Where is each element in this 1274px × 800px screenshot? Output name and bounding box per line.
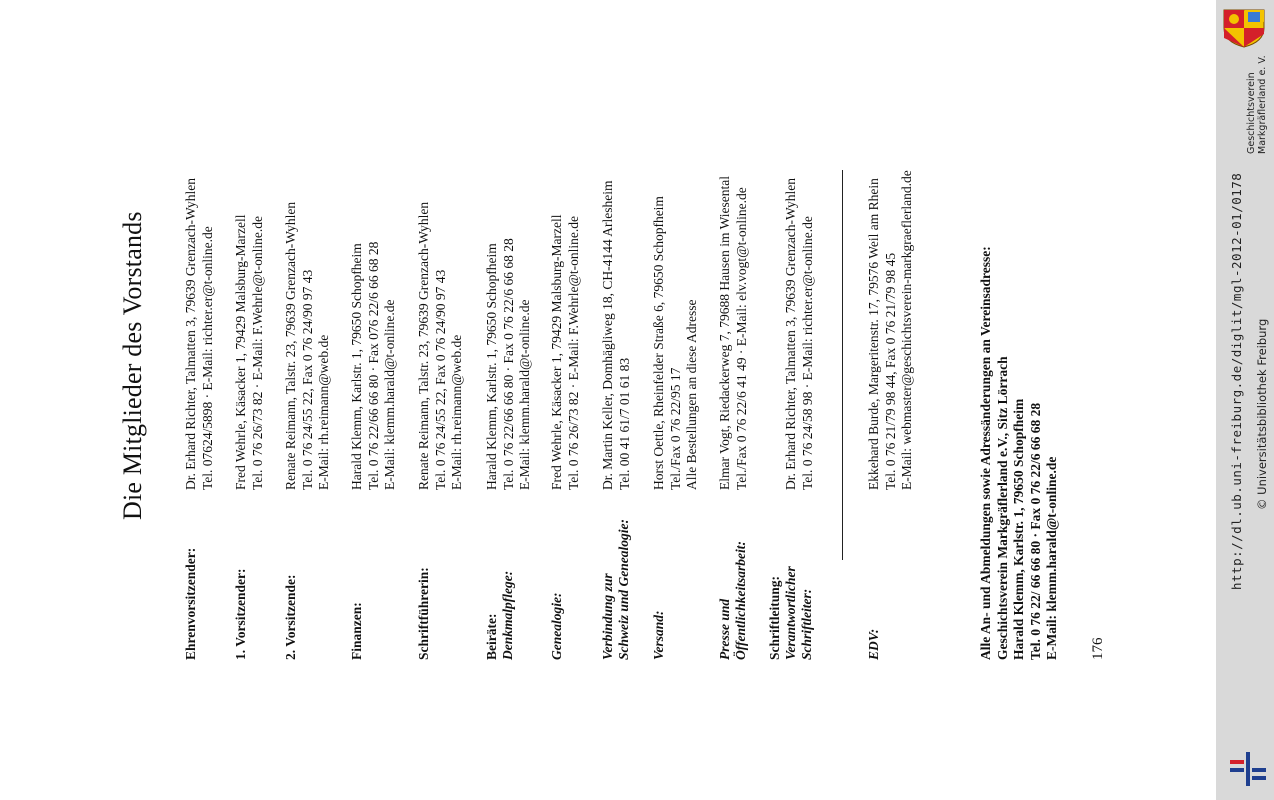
member-entry-ehrenvorsitzender: Dr. Erhard Richter, Talmatten 3, 79639 Grenzach-Wyhlen Tel. 07624/5898 · E-Mail: richter.er@t-online.de	[183, 178, 215, 490]
member-entry-finanzen: Harald Klemm, Karlstr. 1, 79650 Schopfheim Tel. 0 76 22/66 66 80 · Fax 076 22/6 66 68 28 E-Mail: klemm.harald@t-online.de	[349, 241, 397, 490]
role-label-beiraete: Beiräte: Denkmalpflege:	[484, 570, 515, 660]
permalink-url[interactable]: http://dl.ub.uni-freiburg.de/diglit/mgl-2012-01/0178	[1229, 172, 1244, 590]
role-label-verbindung-schweiz: Verbindung zur Schweiz und Genealogie:	[600, 518, 631, 660]
member-entry-1-vorsitzender: Fred Wehrle, Käsacker 1, 79429 Malsburg-Marzell Tel. 0 76 26/73 82 · E-Mail: F.Wehrle@t-online.de	[233, 214, 265, 490]
ub-freiburg-logo-icon	[1226, 748, 1268, 790]
address-footer: Alle An- und Abmeldungen sowie Adressänderungen an Vereinsadresse: Geschichtsverein Markgräflerland e.V., Sitz Lörrach Harald Klemm, Karlstr. 1, 79650 Schopfheim Tel. 0 76 22/ 66 66 80 · Fax 0 76 22/6 66 68 28 E-Mail: klemm.harald@t-online.de	[978, 246, 1059, 660]
role-label-genealogie: Genealogie:	[549, 592, 564, 660]
role-label-ehrenvorsitzender: Ehrenvorsitzender:	[183, 547, 198, 660]
member-entry-versand: Horst Oettle, Rheinfelder Straße 6, 79650 Schopfheim Tel./Fax 0 76 22/95 17 Alle Bestellungen an diese Adresse	[651, 196, 699, 490]
role-label-versand: Versand:	[651, 610, 666, 660]
society-name-line1: Geschichtsverein	[1246, 72, 1257, 154]
role-label-2-vorsitzende: 2. Vorsitzende:	[283, 574, 298, 660]
member-entry-presse: Elmar Vogt, Riedackerweg 7, 79688 Hausen im Wiesental Tel./Fax 0 76 22/6 41 49 · E-Mail: elv.vogt@t-online.de	[717, 175, 749, 490]
society-name-line2: Markgräflerland e. V.	[1257, 55, 1268, 154]
copyright-notice: © Universitätsbibliothek Freiburg	[1255, 318, 1269, 510]
role-label-1-vorsitzender: 1. Vorsitzender:	[233, 568, 248, 660]
page-title: Die Mitglieder des Vorstands	[118, 211, 147, 520]
divider-line	[842, 170, 843, 560]
member-entry-2-vorsitzende: Renate Reimann, Talstr. 23, 79639 Grenzach-Wyhlen Tel. 0 76 24/55 22, Fax 0 76 24/90 97 43 E-Mail: rh.reimann@web.de	[283, 201, 331, 490]
role-label-edv: EDV:	[866, 628, 881, 660]
role-label-presse: Presse und Öffentlichkeitsarbeit:	[717, 541, 748, 660]
member-entry-schriftleitung: Dr. Erhard Richter, Talmatten 3, 79639 Grenzach-Wyhlen Tel. 0 76 24/58 98 · E-Mail: richter.er@t-online.de	[783, 178, 815, 490]
member-entry-genealogie: Fred Wehrle, Käsacker 1, 79429 Malsburg-Marzell Tel. 0 76 26/73 82 · E-Mail: F.Wehrle@t-online.de	[549, 214, 581, 490]
role-label-schriftfuehrerin: Schriftführerin:	[416, 567, 431, 660]
role-label-schriftleitung: Schriftleitung: Verantwortlicher Schriftleiter:	[767, 566, 814, 660]
member-entry-schriftfuehrerin: Renate Reimann, Talstr. 23, 79639 Grenzach-Wyhlen Tel. 0 76 24/55 22, Fax 0 76 24/90 97 43 E-Mail: rh.reimann@web.de	[416, 201, 464, 490]
member-entry-edv: Ekkehard Burde, Margeritenstr. 17, 79576 Weil am Rhein Tel. 0 76 21/79 98 44, Fax 0 76 21/79 98 45 E-Mail: webmaster@geschichtsverein-markgraeflerland.de	[866, 170, 914, 490]
page-number: 176	[1090, 637, 1106, 660]
role-label-finanzen: Finanzen:	[349, 602, 364, 660]
member-entry-verbindung-schweiz: Dr. Martin Keller, Domhägliweg 18, CH-4144 Arlesheim Tel. 00 41 61/7 01 61 83	[600, 180, 632, 490]
coat-of-arms-icon	[1222, 8, 1266, 48]
member-entry-denkmalpflege: Harald Klemm, Karlstr. 1, 79650 Schopfheim Tel. 0 76 22/66 66 80 · Fax 0 76 22/6 66 68 28 E-Mail: klemm.harald@t-online.de	[484, 238, 532, 490]
